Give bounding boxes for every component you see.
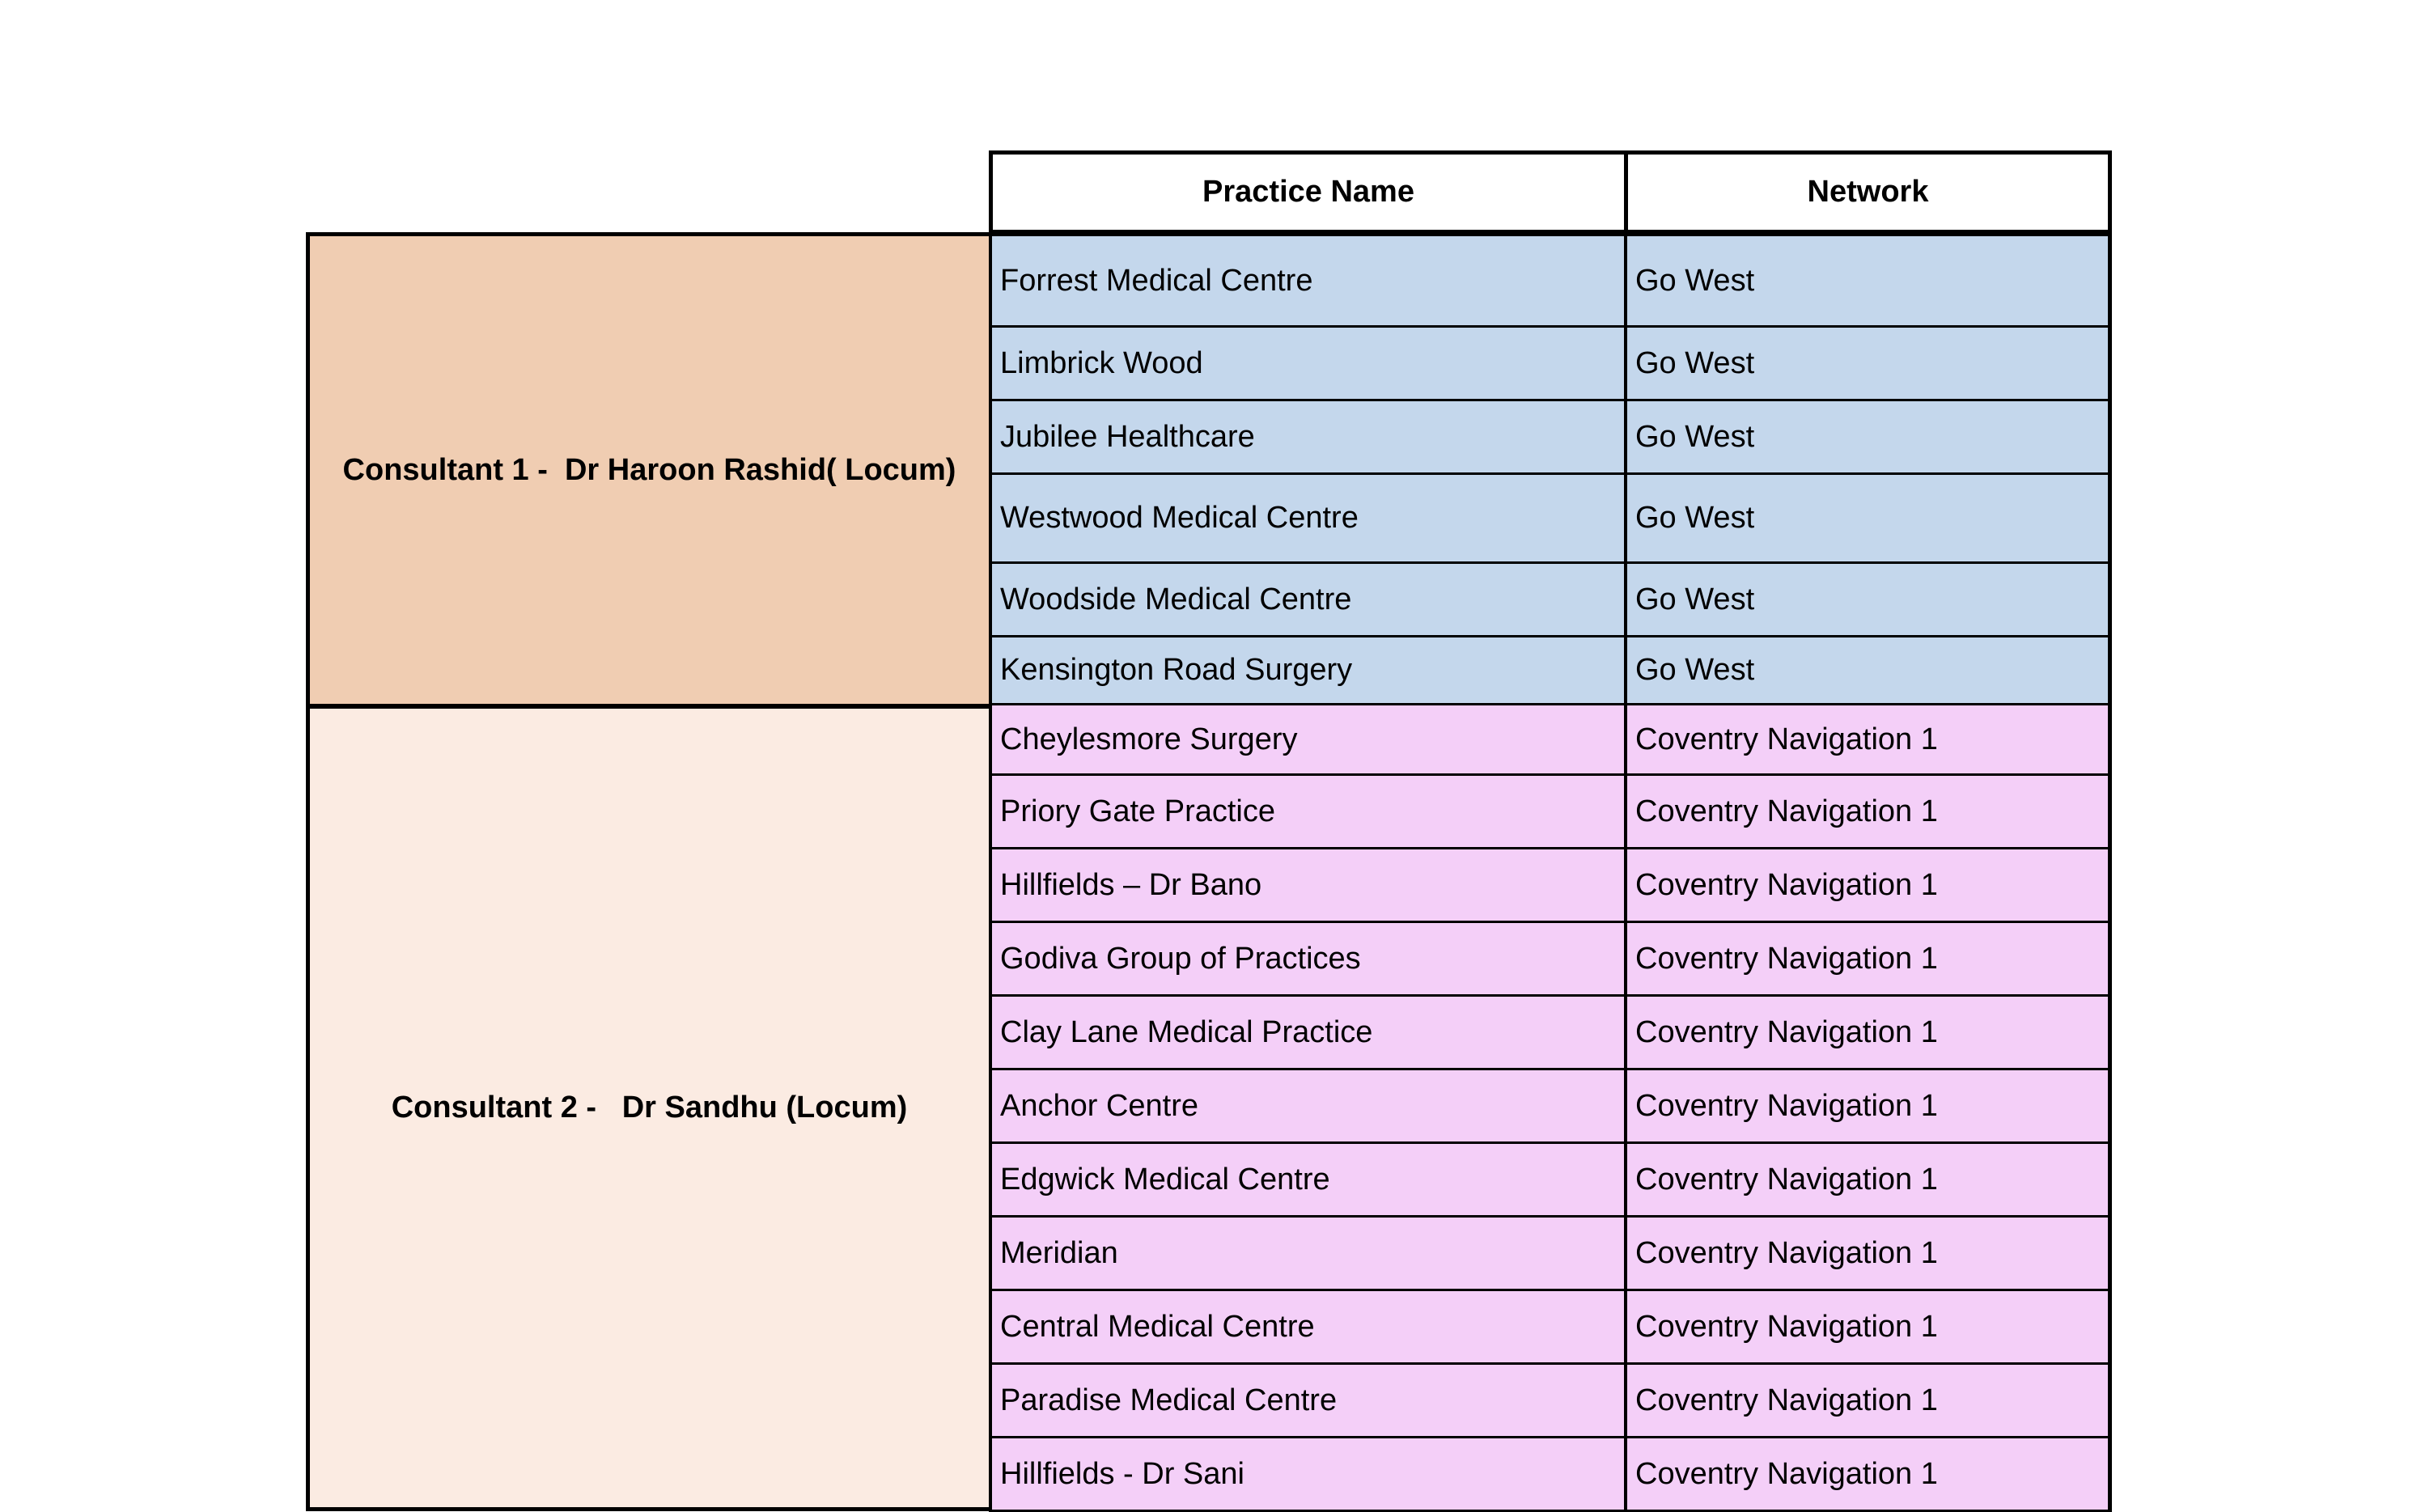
- table-row: [989, 705, 2112, 776]
- practice-name-cell: Cheylesmore Surgery: [989, 705, 1624, 776]
- table-row: [989, 1218, 2112, 1291]
- practice-name-cell: Edgwick Medical Centre: [989, 1144, 1624, 1218]
- practice-name-cell: Westwood Medical Centre: [989, 475, 1624, 564]
- network-cell: Go West: [1624, 232, 2112, 328]
- table-row: [989, 1291, 2112, 1365]
- network-cell: Coventry Navigation 1: [1624, 1070, 2112, 1144]
- network-cell: Coventry Navigation 1: [1624, 1144, 2112, 1218]
- network-cell: Coventry Navigation 1: [1624, 705, 2112, 776]
- network-cell: Go West: [1624, 637, 2112, 705]
- table-row: [989, 923, 2112, 997]
- table-row: [989, 564, 2112, 637]
- network-cell: Coventry Navigation 1: [1624, 1365, 2112, 1438]
- network-cell: Coventry Navigation 1: [1624, 849, 2112, 923]
- practice-name-cell: Hillfields - Dr Sani: [989, 1438, 1624, 1512]
- table-row: [989, 232, 2112, 328]
- table-row: [989, 997, 2112, 1070]
- consultant-1-cell: Consultant 1 - Dr Haroon Rashid( Locum): [306, 232, 993, 708]
- network-cell: Coventry Navigation 1: [1624, 1218, 2112, 1291]
- network-cell: Go West: [1624, 401, 2112, 475]
- table-row: [989, 475, 2112, 564]
- practice-name-cell: Meridian: [989, 1218, 1624, 1291]
- header-network: Network: [1624, 150, 2112, 234]
- practice-name-cell: Limbrick Wood: [989, 328, 1624, 401]
- practice-name-cell: Paradise Medical Centre: [989, 1365, 1624, 1438]
- practice-name-cell: Woodside Medical Centre: [989, 564, 1624, 637]
- table-row: [989, 1438, 2112, 1512]
- header-practice-name: Practice Name: [989, 150, 1628, 234]
- table-row: [989, 776, 2112, 849]
- practice-name-cell: Hillfields – Dr Bano: [989, 849, 1624, 923]
- table-row: [989, 1070, 2112, 1144]
- network-cell: Coventry Navigation 1: [1624, 923, 2112, 997]
- table-row: [989, 328, 2112, 401]
- practice-name-cell: Kensington Road Surgery: [989, 637, 1624, 705]
- table-row: [989, 1365, 2112, 1438]
- network-cell: Go West: [1624, 564, 2112, 637]
- table-row: [989, 849, 2112, 923]
- table-row: [989, 1144, 2112, 1218]
- practice-name-cell: Central Medical Centre: [989, 1291, 1624, 1365]
- network-cell: Coventry Navigation 1: [1624, 1291, 2112, 1365]
- practice-name-cell: Forrest Medical Centre: [989, 232, 1624, 328]
- table-row: [989, 637, 2112, 705]
- practice-name-cell: Jubilee Healthcare: [989, 401, 1624, 475]
- practice-name-cell: Clay Lane Medical Practice: [989, 997, 1624, 1070]
- network-cell: Coventry Navigation 1: [1624, 997, 2112, 1070]
- practice-name-cell: Priory Gate Practice: [989, 776, 1624, 849]
- network-cell: Coventry Navigation 1: [1624, 1438, 2112, 1512]
- practice-rows: [989, 232, 2112, 1512]
- table-row: [989, 401, 2112, 475]
- network-cell: Go West: [1624, 328, 2112, 401]
- network-cell: Go West: [1624, 475, 2112, 564]
- practice-name-cell: Godiva Group of Practices: [989, 923, 1624, 997]
- consultant-2-cell: Consultant 2 - Dr Sandhu (Locum): [306, 705, 993, 1511]
- network-cell: Coventry Navigation 1: [1624, 776, 2112, 849]
- practice-name-cell: Anchor Centre: [989, 1070, 1624, 1144]
